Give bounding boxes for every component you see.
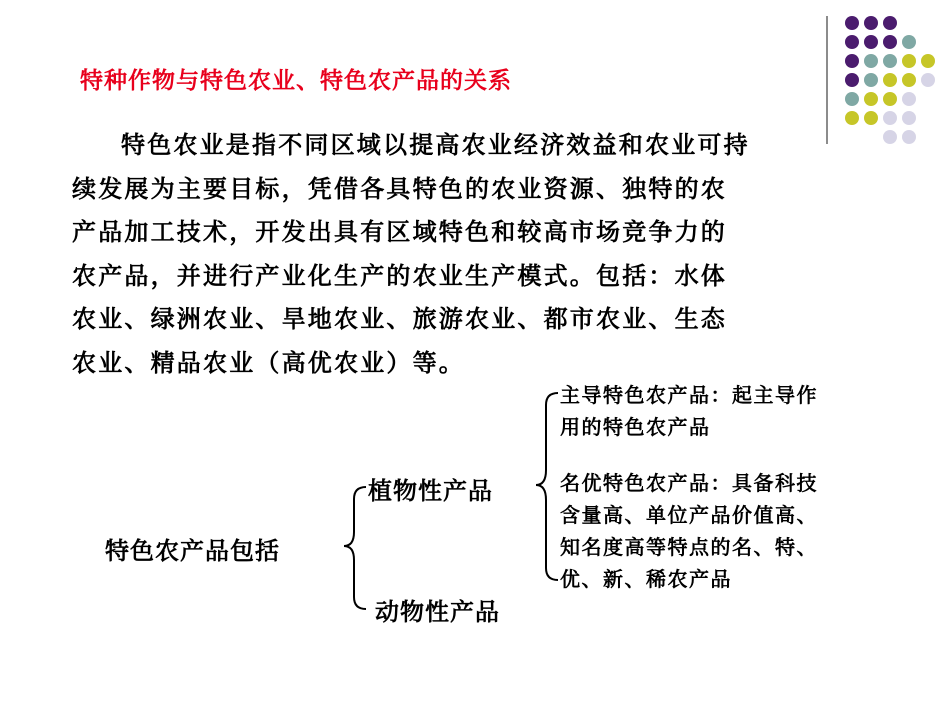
tree-root-label: 特色农产品包括 (105, 537, 280, 565)
paragraph-line: 续发展为主要目标，凭借各具特色的农业资源、独特的农 (72, 174, 727, 203)
famous-product-note: 名优特色农产品：具备科技 含量高、单位产品价值高、 知名度高等特点的名、特、 优、新、稀农产品 (560, 471, 818, 591)
paragraph-line: 产品加工技术，开发出具有区域特色和较高市场竞争力的 (72, 218, 727, 246)
paragraph-line: 特色农业是指不同区域以提高农业经济效益和农业可持 (121, 131, 750, 159)
brace-root (344, 487, 366, 609)
plant-product-label: 植物性产品 (368, 477, 493, 505)
leading-product-note: 主导特色农产品：起主导作 用的特色农产品 (560, 383, 818, 439)
paragraph-line: 农产品，并进行产业化生产的农业生产模式。包括：水体 (72, 261, 727, 290)
paragraph-line: 农业、精品农业（高优农业）等。 (72, 348, 465, 377)
paragraph-line: 农业、绿洲农业、旱地农业、旅游农业、都市农业、生态 (72, 305, 727, 333)
slide-title: 特种作物与特色农业、特色农产品的关系 (80, 68, 512, 94)
animal-product-label: 动物性产品 (375, 598, 500, 626)
brace-plant (536, 393, 558, 580)
